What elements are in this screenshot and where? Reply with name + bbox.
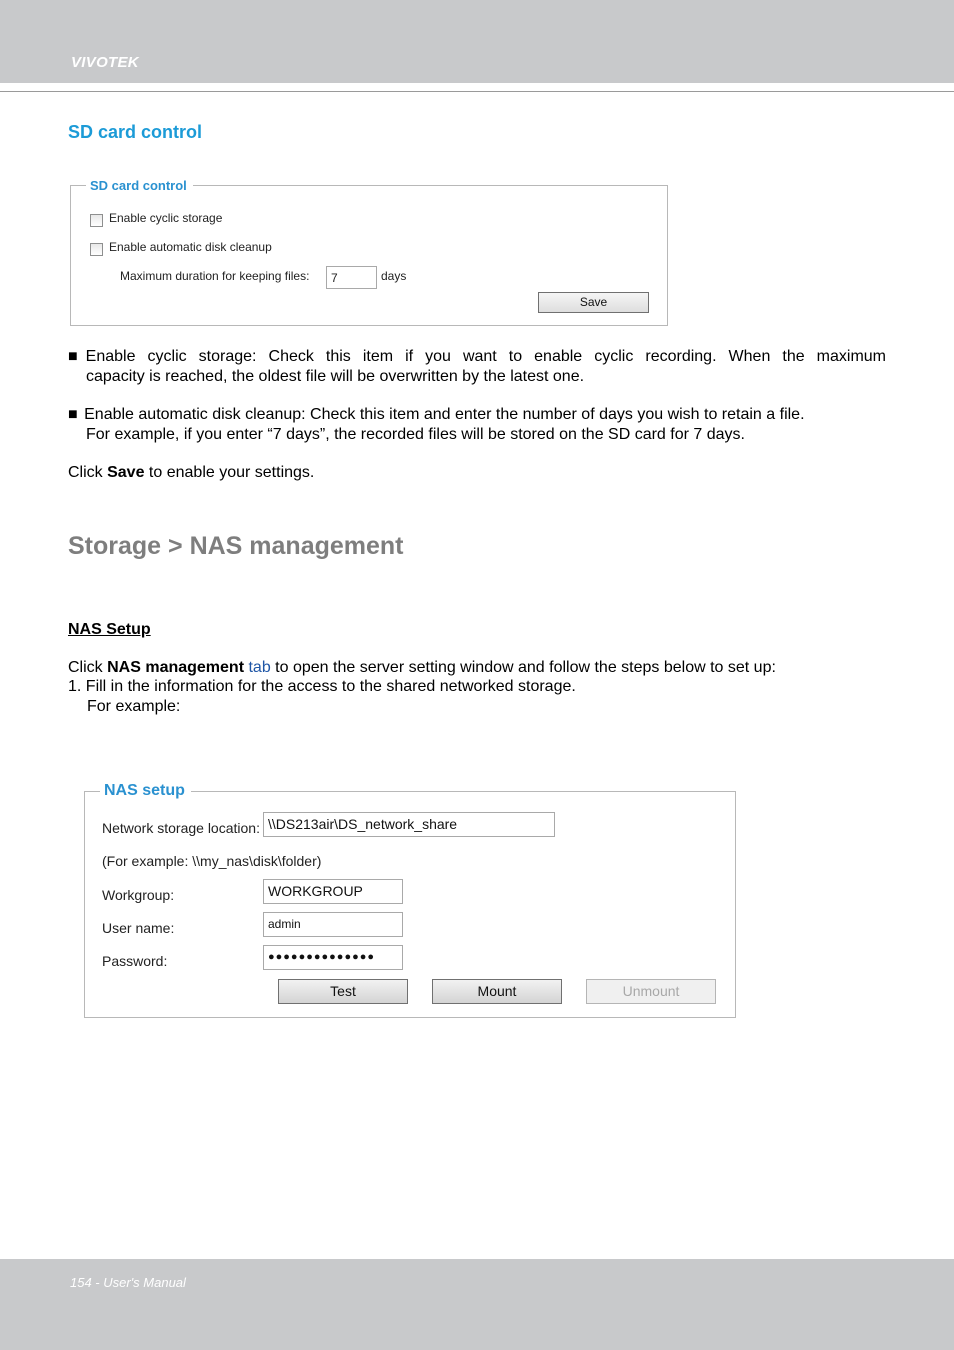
mount-button[interactable]: Mount bbox=[432, 979, 562, 1004]
password-label: Password: bbox=[102, 953, 168, 969]
sd-save-button[interactable]: Save bbox=[538, 292, 649, 313]
username-input[interactable]: admin bbox=[263, 912, 403, 937]
bullet-marker: ■ bbox=[68, 406, 78, 423]
nas-step-1: 1. Fill in the information for the access to the shared networked storage. bbox=[68, 678, 576, 695]
save-instruction bbox=[68, 463, 314, 483]
days-unit-label: days bbox=[381, 269, 407, 283]
brand-logo: VIVOTEK bbox=[71, 54, 139, 71]
max-duration-label: Maximum duration for keeping files: bbox=[120, 269, 310, 283]
cyclic-storage-label: Enable cyclic storage bbox=[109, 211, 223, 225]
location-example-hint: (For example: \\my_nas\disk\folder) bbox=[102, 853, 322, 869]
intro-text: to open the server setting window and follow the steps below to set up: bbox=[270, 659, 776, 676]
password-input[interactable]: ●●●●●●●●●●●●●● bbox=[263, 945, 403, 970]
bullet-text-line: Enable cyclic storage: Check this item if you want to enable cyclic recording. When the maximum bbox=[85, 348, 886, 365]
bullet-text-line: For example, if you enter “7 days”, the recorded files will be stored on the SD card for 7 days. bbox=[86, 426, 745, 443]
bullet-marker: ■ bbox=[68, 348, 78, 365]
nas-panel-legend: NAS setup bbox=[100, 782, 191, 800]
location-label: Network storage location: bbox=[102, 820, 260, 836]
workgroup-input[interactable]: WORKGROUP bbox=[263, 879, 403, 904]
unmount-button[interactable]: Unmount bbox=[586, 979, 716, 1004]
instruction-bold: Save bbox=[107, 464, 145, 481]
workgroup-label: Workgroup: bbox=[102, 887, 175, 903]
bullet-text-line: capacity is reached, the oldest file will be overwritten by the latest one. bbox=[86, 368, 585, 385]
bullet-disk-cleanup bbox=[68, 405, 898, 445]
page-footer bbox=[0, 1259, 954, 1350]
disk-cleanup-checkbox[interactable] bbox=[90, 243, 103, 256]
instruction-text: to enable your settings. bbox=[144, 464, 315, 481]
cyclic-storage-checkbox[interactable] bbox=[90, 214, 103, 227]
max-duration-input[interactable]: 7 bbox=[326, 266, 377, 289]
page-number: 154 - User's Manual bbox=[70, 1275, 186, 1290]
sd-panel-legend: SD card control bbox=[86, 178, 193, 193]
intro-bold: NAS management bbox=[107, 659, 245, 676]
nas-subheading: NAS Setup bbox=[68, 621, 151, 638]
username-label: User name: bbox=[102, 920, 175, 936]
page-header bbox=[0, 0, 954, 83]
sd-section-title: SD card control bbox=[68, 122, 203, 142]
intro-text: Click bbox=[68, 659, 108, 676]
instruction-text: Click bbox=[68, 464, 108, 481]
header-divider bbox=[0, 91, 954, 92]
nas-tab-link[interactable]: tab bbox=[248, 659, 271, 676]
disk-cleanup-label: Enable automatic disk cleanup bbox=[109, 240, 272, 254]
nas-heading: Storage > NAS management bbox=[68, 532, 404, 560]
test-button[interactable]: Test bbox=[278, 979, 408, 1004]
location-input[interactable]: \\DS213air\DS_network_share bbox=[263, 812, 555, 837]
bullet-cyclic-storage bbox=[68, 347, 886, 387]
nas-intro bbox=[68, 658, 776, 678]
nas-for-example: For example: bbox=[87, 698, 181, 715]
bullet-text-line: Enable automatic disk cleanup: Check this item and enter the number of days you wish to retain a file. bbox=[84, 406, 805, 423]
